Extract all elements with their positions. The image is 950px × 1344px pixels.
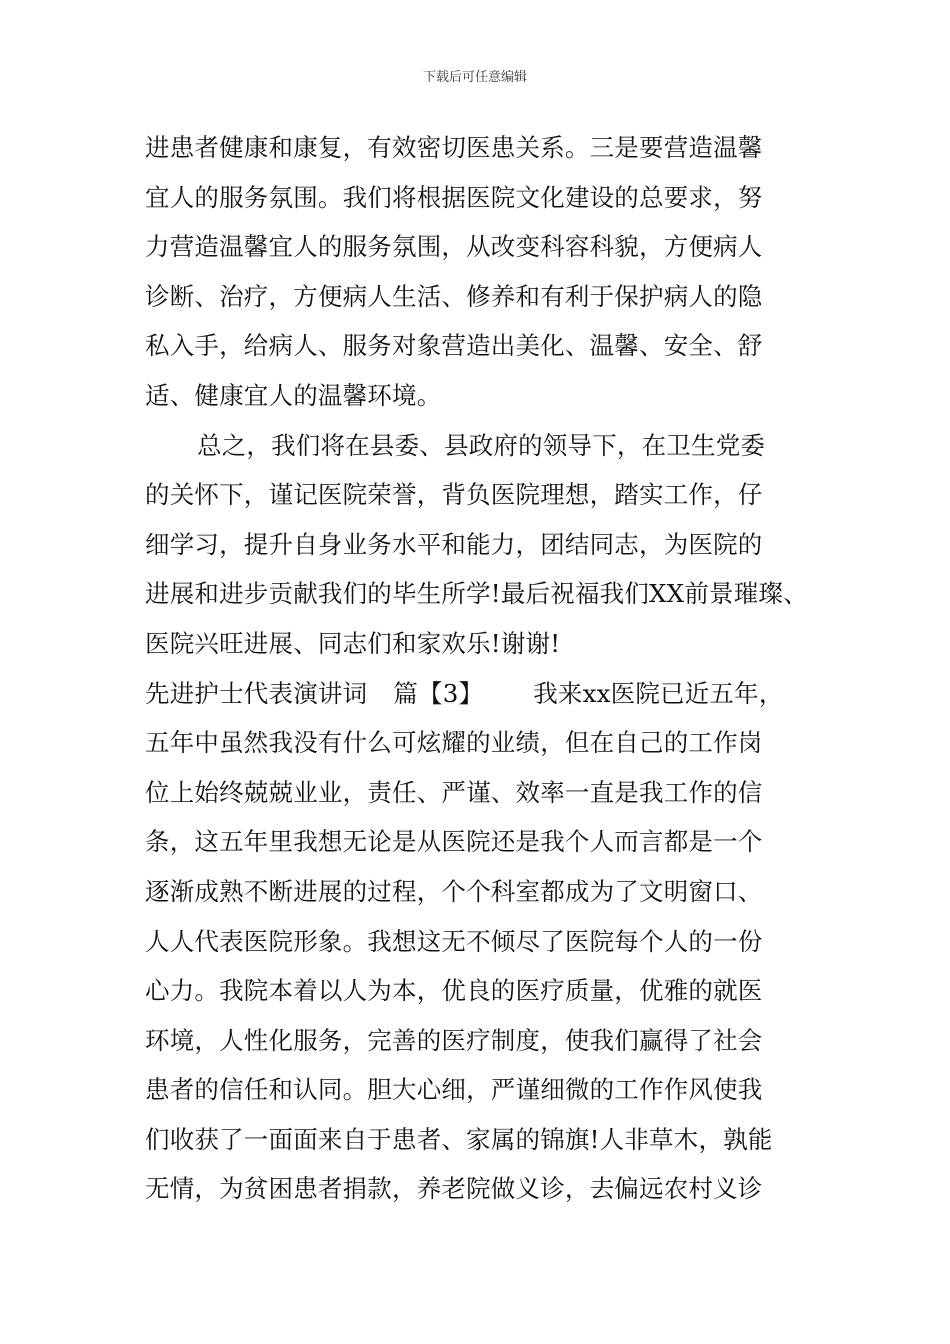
text-line: 宜人的服务氛围。我们将根据医院文化建设的总要求，努: [145, 182, 763, 212]
text-line: 环境，人性化服务，完善的医疗制度，使我们赢得了社会: [145, 1025, 763, 1055]
text-line: 的关怀下，谨记医院荣誉，背负医院理想，踏实工作，仔: [145, 480, 763, 510]
text-line: 进展和进步贡献我们的毕生所学!最后祝福我们XX前景璀璨、: [145, 579, 808, 609]
text-line: 适、健康宜人的温馨环境。: [145, 380, 442, 410]
section-title: 先进护士代表演讲词: [145, 678, 368, 708]
text-line: 患者的信任和认同。胆大心细，严谨细微的工作作风使我: [145, 1075, 763, 1105]
text-line: 私入手，给病人、服务对象营造出美化、温馨、安全、舒: [145, 331, 763, 361]
document-body: [145, 123, 810, 1214]
section-part-label: 篇【3】: [393, 678, 484, 708]
text-line: 医院兴旺进展、同志们和家欢乐!谢谢!: [145, 628, 561, 658]
section-lead-text: 我来xx医院已近五年，: [533, 678, 784, 708]
text-line: 五年中虽然我没有什么可炫耀的业绩，但在自己的工作岗: [145, 728, 763, 758]
section-heading: [145, 669, 810, 719]
text-line: 进患者健康和康复，有效密切医患关系。三是要营造温馨: [145, 133, 763, 162]
text-line: 人人代表医院形象。我想这无不倾尽了医院每个人的一份: [145, 926, 763, 956]
text-line: 心力。我院本着以人为本，优良的医疗质量，优雅的就医: [145, 976, 763, 1006]
text-line: 无情，为贫困患者捐款，养老院做义诊，去偏远农村义诊: [145, 1174, 763, 1204]
text-line: 诊断、治疗，方便病人生活、修养和有利于保护病人的隐: [145, 281, 763, 311]
page-header-note: 下载后可任意编辑: [422, 70, 527, 85]
text-line: 力营造温馨宜人的服务氛围，从改变科容科貌，方便病人: [145, 232, 763, 262]
text-line: 位上始终兢兢业业，责任、严谨、效率一直是我工作的信: [145, 777, 763, 807]
text-line: 条，这五年里我想无论是从医院还是我个人而言都是一个: [145, 827, 763, 857]
text-line: 逐渐成熟不断进展的过程，个个科室都成为了文明窗口、: [145, 876, 763, 906]
text-line: 细学习，提升自身业务水平和能力，团结同志，为医院的: [145, 529, 763, 559]
text-line: 们收获了一面面来自于患者、家属的锦旗!人非草木，孰能: [145, 1124, 773, 1154]
paragraph-first-line: 总之，我们将在县委、县政府的领导下，在卫生党委: [197, 430, 766, 460]
